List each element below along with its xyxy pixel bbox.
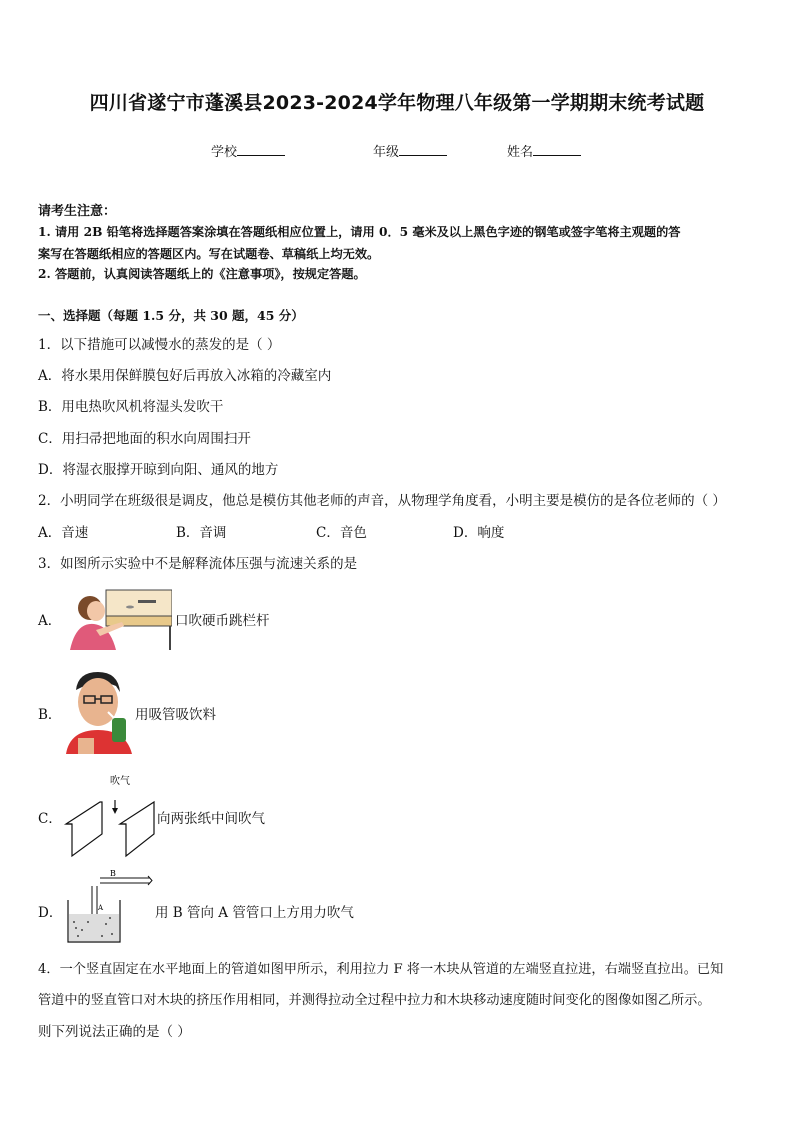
q3-option-d-text[interactable]: 用 B 管向 A 管管口上方用力吹气 <box>155 905 354 921</box>
school-label: 学校 <box>211 145 238 160</box>
q3-option-b-text[interactable]: 用吸管吸饮料 <box>135 707 216 723</box>
name-field[interactable] <box>507 141 581 160</box>
q3-option-a-text[interactable]: 口吹硬币跳栏杆 <box>175 613 270 629</box>
grade-blank[interactable] <box>399 143 447 156</box>
q3-stem: 3．如图所示实验中不是解释流体压强与流速关系的是 <box>38 556 358 572</box>
q3-option-a-label[interactable]: A． <box>38 613 62 629</box>
q3-option-d-label[interactable]: D． <box>38 905 63 921</box>
q1-option-d[interactable]: D．将湿衣服撑开晾到向阳、通风的地方 <box>38 462 279 478</box>
section-heading: 一、选择题（每题 1.5 分，共 30 题，45 分） <box>38 308 304 323</box>
q4-line-3: 则下列说法正确的是（ ） <box>38 1024 191 1040</box>
grade-field[interactable] <box>373 141 447 160</box>
q1-stem: 1．以下措施可以减慢水的蒸发的是（ ） <box>38 337 281 353</box>
tube-b-label: B <box>110 869 116 878</box>
q3-option-c-text[interactable]: 向两张纸中间吹气 <box>157 811 265 827</box>
q1-option-a[interactable]: A．将水果用保鲜膜包好后再放入冰箱的冷藏室内 <box>38 368 332 384</box>
school-blank[interactable] <box>237 143 285 156</box>
school-field[interactable] <box>211 141 285 160</box>
q1-option-b[interactable]: B．用电热吹风机将湿头发吹干 <box>38 399 224 415</box>
q2-option-c[interactable]: C．音色 <box>316 525 367 541</box>
q2-option-d[interactable]: D．响度 <box>453 525 505 541</box>
notice-line-1b: 案写在答题纸相应的答题区内。写在试题卷、草稿纸上均无效。 <box>38 247 380 261</box>
q4-line-1: 4．一个竖直固定在水平地面上的管道如图甲所示，利用拉力 F 将一木块从管道的左端竖直拉进，右端竖直拉出。已知 <box>38 962 724 977</box>
blow-label: 吹气 <box>110 776 130 787</box>
q1-option-c[interactable]: C．用扫帚把地面的积水向周围扫开 <box>38 431 251 447</box>
q2-stem: 2．小明同学在班级很是调皮，他总是模仿其他老师的声音，从物理学角度看，小明主要是模仿的是各位老师的（ ） <box>38 493 726 509</box>
q3-option-c-label[interactable]: C． <box>38 811 62 827</box>
page-title: 四川省遂宁市蓬溪县2023-2024学年物理八年级第一学期期末统考试题 <box>89 92 705 114</box>
q4-line-2: 管道中的竖直管口对木块的挤压作用相同，并测得拉动全过程中拉力和木块移动速度随时间变化的图像如图乙所示。 <box>38 993 711 1008</box>
q3-option-b-label[interactable]: B． <box>38 707 62 723</box>
boy-drinking-image <box>66 668 134 754</box>
name-blank[interactable] <box>533 143 581 156</box>
name-label: 姓名 <box>507 145 534 160</box>
notice-heading: 请考生注意： <box>38 204 117 219</box>
q2-option-b[interactable]: B．音调 <box>176 525 227 541</box>
notice-line-1a: 1. 请用 2B 铅笔将选择题答案涂填在答题纸相应位置上，请用 0．5 毫米及以上黑色字迹的钢笔或签字笔将主观题的答 <box>38 225 681 239</box>
tube-a-label: A <box>98 904 104 912</box>
tubes-beaker-diagram <box>62 864 156 946</box>
q2-option-a[interactable]: A．音速 <box>38 525 89 541</box>
grade-label: 年级 <box>373 145 400 160</box>
notice-line-2: 2. 答题前，认真阅读答题纸上的《注意事项》，按规定答题。 <box>38 267 366 281</box>
girl-blowing-coin-image <box>66 586 172 650</box>
two-papers-diagram <box>62 772 156 858</box>
